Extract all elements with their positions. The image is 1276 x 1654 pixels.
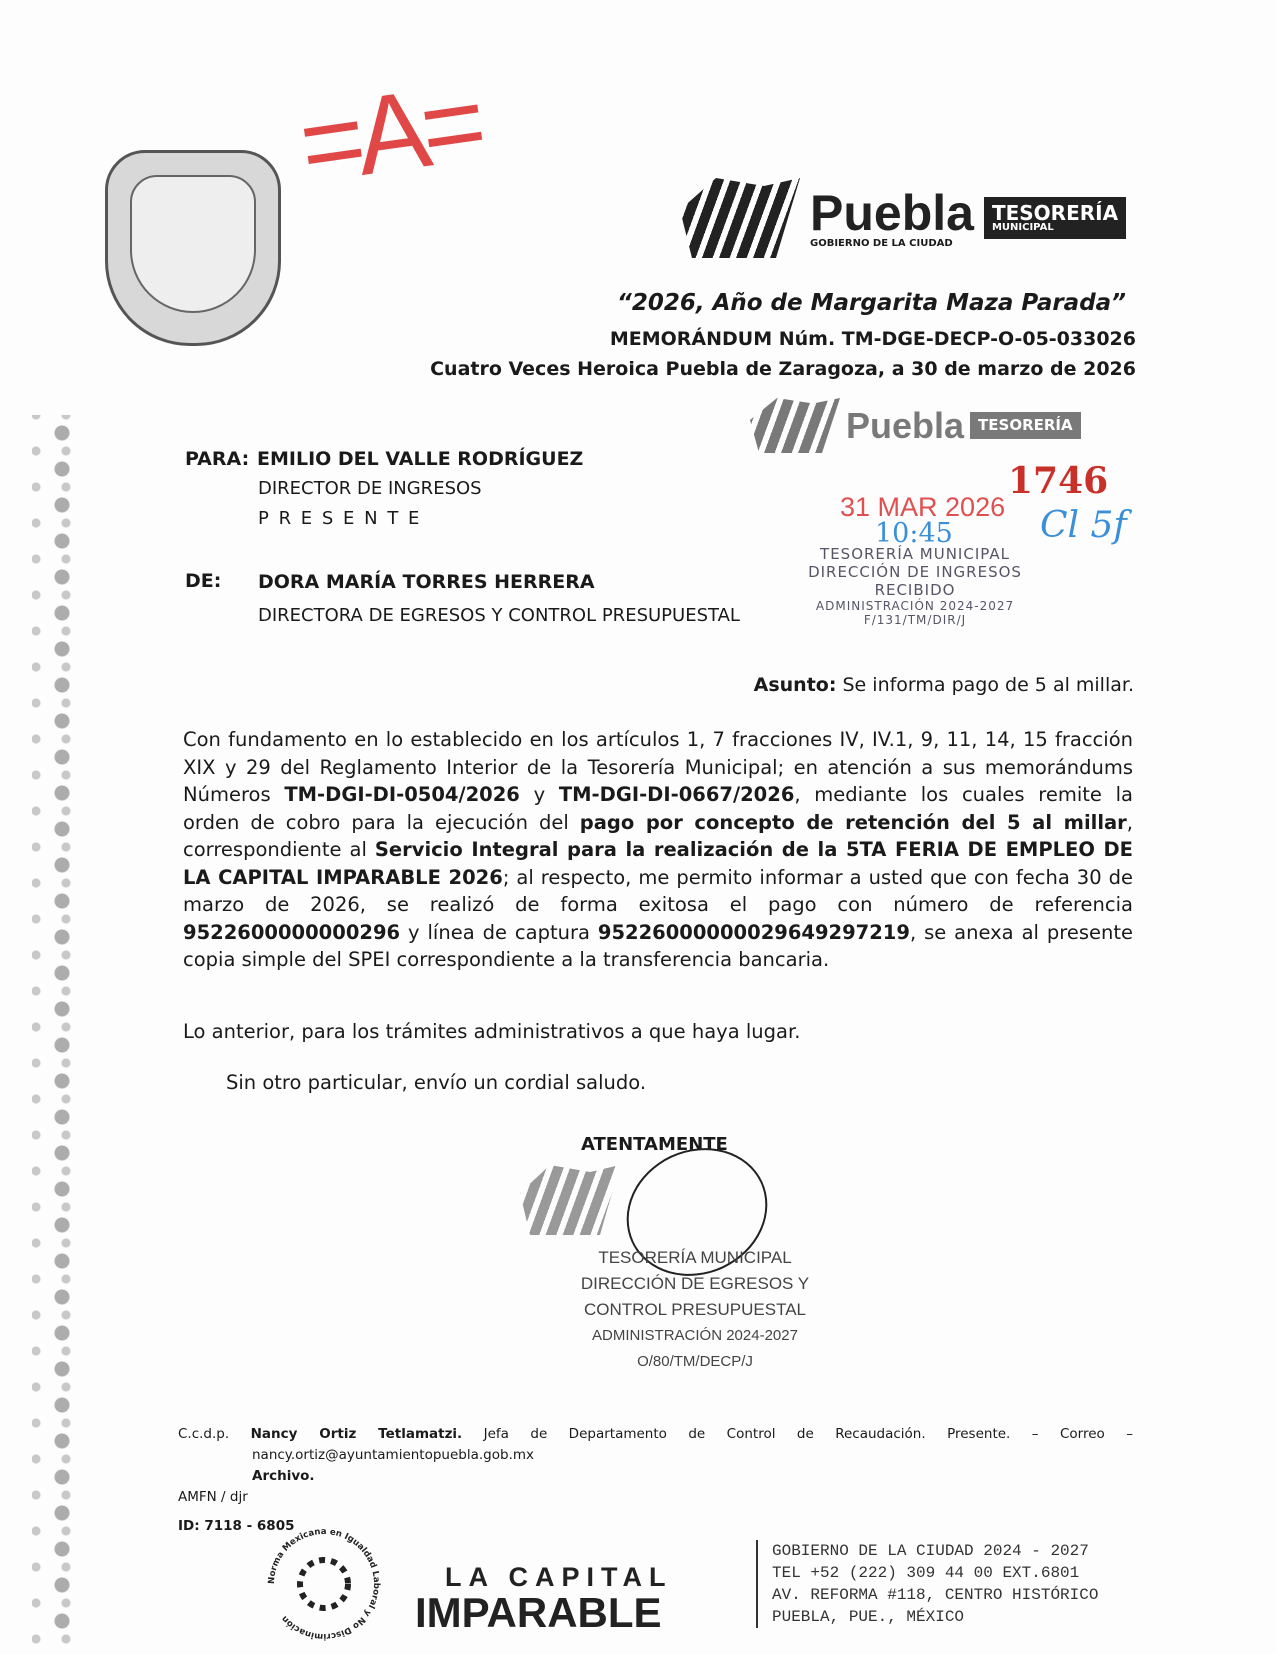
handwritten-initials: Cl 5f <box>1040 505 1127 546</box>
svg-text:Norma Mexicana en Igualdad Lab <box>267 1527 381 1641</box>
stamp-line: RECIBIDO <box>874 581 956 599</box>
body-text: , mediante los cuales remite la orden de cobro para la ejecución del <box>183 783 1133 834</box>
document-id: ID: 7118 - 6805 <box>178 1518 295 1534</box>
closing-paragraph: Lo anterior, para los trámites administrativos a que haya lugar. <box>183 1020 801 1043</box>
memo-reference: TM-DGI-DI-0504/2026 <box>284 783 520 806</box>
body-paragraph <box>183 726 1133 974</box>
received-stamp <box>795 545 1035 627</box>
puebla-emblem-icon <box>520 1165 620 1235</box>
folio-number: 1746 <box>1008 460 1109 502</box>
brand-bottom: IMPARABLE <box>415 1589 662 1636</box>
body-text: ; al respecto, me permito informar a usted que con fecha 30 de marzo de 2026, se realizó de forma exitosa el pago con número de referencia <box>183 865 1133 916</box>
stamp-logo <box>750 398 1081 453</box>
stamp-line: DIRECCIÓN DE INGRESOS <box>808 563 1022 581</box>
footer-address <box>756 1540 1098 1628</box>
logo-word: Puebla <box>810 184 974 241</box>
signature-stamp <box>560 1245 830 1375</box>
address-line: GOBIERNO DE LA CIUDAD 2024 - 2027 <box>772 1542 1089 1560</box>
subject-label: Asunto: <box>753 674 837 696</box>
stamp-logo-word: Puebla <box>846 404 965 446</box>
brand-top: LA CAPITAL <box>445 1562 673 1592</box>
memo-number: MEMORÁNDUM Núm. TM-DGE-DECP-O-05-033026 <box>609 328 1136 350</box>
body-text: y línea de captura <box>400 920 598 944</box>
cc-archivo: Archivo. <box>252 1468 315 1484</box>
stamp-line: TESORERÍA MUNICIPAL <box>820 545 1010 563</box>
service-name: Servicio Integral para la realización de la 5TA FERIA DE EMPLEO DE LA CAPITAL IMPARABLE 2026 <box>183 838 1133 889</box>
seal-emblem-icon <box>300 1560 348 1608</box>
puebla-tesoreria-logo <box>680 178 1126 258</box>
memo-reference: TM-DGI-DI-0667/2026 <box>558 783 795 806</box>
year-motto: “2026, Año de Margarita Maza Parada” <box>617 290 1126 316</box>
cc-name: Nancy Ortiz Tetlamatzi. <box>250 1426 463 1442</box>
tesoreria-badge <box>984 197 1126 239</box>
to-title: DIRECTOR DE INGRESOS <box>258 478 482 499</box>
cc-label: C.c.d.p. <box>178 1426 230 1442</box>
address-line: PUEBLA, PUE., MÉXICO <box>772 1608 965 1626</box>
greeting: Sin otro particular, envío un cordial saludo. <box>226 1071 647 1094</box>
logo-subtitle: GOBIERNO DE LA CIUDAD <box>810 237 953 249</box>
body-text: , se anexa al presente copia simple del SPEI correspondiente a la transferencia bancaria. <box>183 920 1134 971</box>
city-shield-logo <box>105 150 281 346</box>
handwritten-annotation: =A= <box>292 60 486 207</box>
stamp-line: O/80/TM/DECP/J <box>637 1353 753 1370</box>
cc-line <box>178 1425 1133 1444</box>
stamp-line: DIRECCIÓN DE EGRESOS Y <box>580 1274 810 1293</box>
stamp-line: CONTROL PRESUPUESTAL <box>584 1300 806 1319</box>
stamp-line: TESORERÍA MUNICIPAL <box>598 1248 792 1267</box>
to-label: PARA: <box>185 448 250 470</box>
received-date: 31 MAR 2026 <box>840 492 1006 522</box>
place-date: Cuatro Veces Heroica Puebla de Zaragoza, a 30 de marzo de 2026 <box>430 358 1136 380</box>
stamp-tesoreria: TESORERÍA <box>970 412 1081 439</box>
from-label: DE: <box>185 570 222 592</box>
from-title: DIRECTORA DE EGRESOS Y CONTROL PRESUPUESTAL <box>258 605 740 626</box>
seal-text: Norma Mexicana en Igualdad Laboral y No Discriminación <box>266 1526 382 1642</box>
puebla-emblem-icon <box>680 178 800 258</box>
stamp-line: ADMINISTRACIÓN 2024-2027 <box>592 1327 798 1344</box>
from-name: DORA MARÍA TORRES HERRERA <box>258 571 595 593</box>
subject <box>754 674 1134 696</box>
body-text: , correspondiente al <box>183 810 1133 861</box>
initials: AMFN / djr <box>178 1489 248 1505</box>
address-line: TEL +52 (222) 309 44 00 EXT.6801 <box>772 1564 1080 1582</box>
stamp-line: ADMINISTRACIÓN 2024-2027 <box>815 599 1015 613</box>
payment-reference: 9522600000000296 <box>183 920 401 944</box>
to-name: EMILIO DEL VALLE RODRÍGUEZ <box>257 448 584 470</box>
cc-text: Jefa de Departamento de Control de Recaudación. Presente. – Correo – <box>483 1426 1133 1442</box>
tesoreria-label: TESORERÍA <box>991 201 1119 225</box>
decorative-border <box>32 415 87 1645</box>
equality-norm-seal <box>262 1522 386 1646</box>
closing-atentamente: ATENTAMENTE <box>581 1134 728 1155</box>
subject-text: Se informa pago de 5 al millar. <box>842 674 1134 696</box>
body-text: Con fundamento en lo establecido en los artículos 1, 7 fracciones IV, IV.1, 9, 11, 14, 15 fracción XIX y 29 del Reglamento Interior de la Tesorería Municipal; en atención a sus memorándums Números <box>183 728 1133 806</box>
cc-email: nancy.ortiz@ayuntamientopuebla.gob.mx <box>252 1447 535 1463</box>
address-line: AV. REFORMA #118, CENTRO HISTÓRICO <box>772 1586 1099 1604</box>
received-time: 10:45 <box>875 518 953 549</box>
capital-imparable-logo <box>415 1562 673 1636</box>
municipal-label: MUNICIPAL <box>991 222 1054 233</box>
to-presente: P R E S E N T E <box>258 508 422 529</box>
capture-line: 95226000000029649297219 <box>597 920 910 944</box>
puebla-emblem-icon <box>750 398 840 453</box>
body-emphasis: pago por concepto de retención del 5 al millar <box>579 810 1127 834</box>
stamp-line: F/131/TM/DIR/J <box>863 613 967 627</box>
body-text: y <box>519 783 559 806</box>
